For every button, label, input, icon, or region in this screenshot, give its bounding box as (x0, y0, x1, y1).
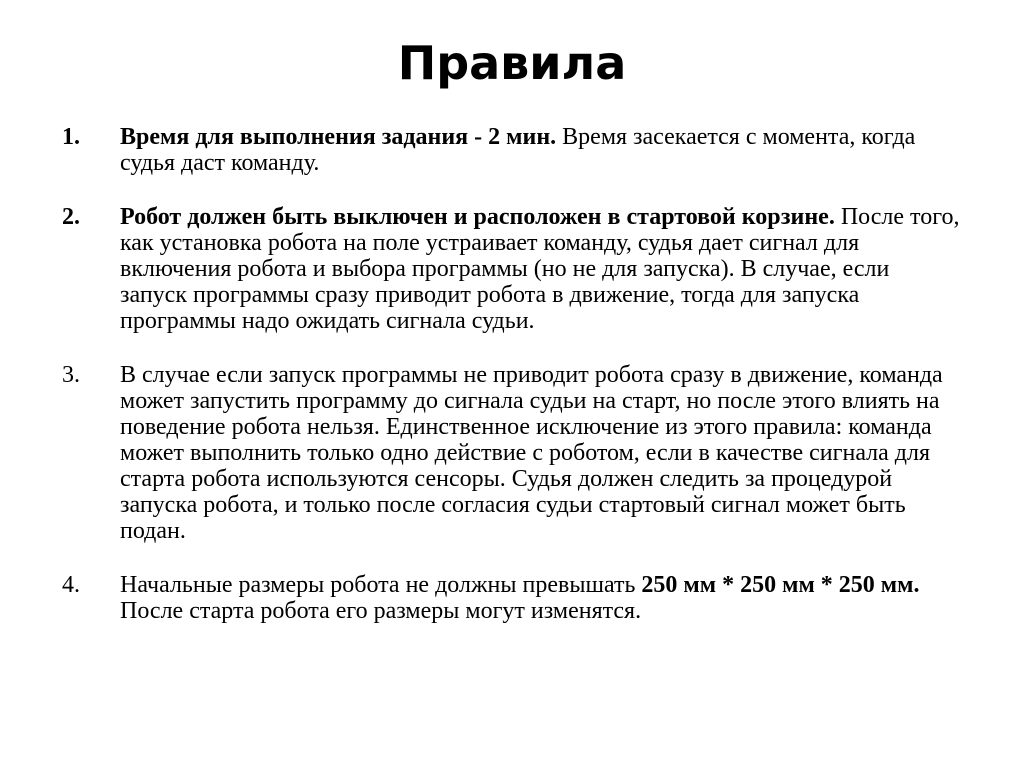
rule-item-2 (62, 204, 962, 334)
rule-text: Время засекается с момента, когда судья даст команду. (120, 124, 916, 176)
rule-number: 3. (62, 362, 80, 388)
rule-number: 2. (62, 204, 80, 230)
rule-text: В случае если запуск программы не приводит робота сразу в движение, команда может запустить программу до сигнала судьи на старт, но после этого влиять на поведение робота нельзя. Единственное исключение из этого правила: команда может выполнить только одно действие с роботом, если в качестве сигнала для старта робота используются сенсоры. Судья должен следить за процедурой запуска робота, и только после согласия судьи стартовый сигнал может быть подан. (120, 362, 943, 544)
rule-bold-lead: Время для выполнения задания - 2 мин. (120, 124, 557, 150)
rule-text: После того, как установка робота на поле устраивает команду, судья дает сигнал для включения робота и выбора программы (но не для запуска). В случае, если запуск программы сразу приводит робота в движение, тогда для запуска программы надо ожидать сигнала судьи. (120, 204, 960, 334)
rule-bold-lead: Робот должен быть выключен и расположен в стартовой корзине. (120, 204, 835, 230)
rule-text-before: Начальные размеры робота не должны превышать (120, 572, 642, 598)
rules-list (62, 124, 962, 652)
rule-text-after: После старта робота его размеры могут изменятся. (120, 598, 642, 624)
slide-title: Правила (397, 36, 627, 90)
rule-bold-dimensions: 250 мм * 250 мм * 250 мм. (641, 572, 920, 598)
rule-item-4 (62, 572, 962, 624)
rule-item-1 (62, 124, 962, 176)
rule-item-3 (62, 362, 962, 544)
rule-number: 4. (62, 572, 80, 598)
rule-number: 1. (62, 124, 80, 150)
